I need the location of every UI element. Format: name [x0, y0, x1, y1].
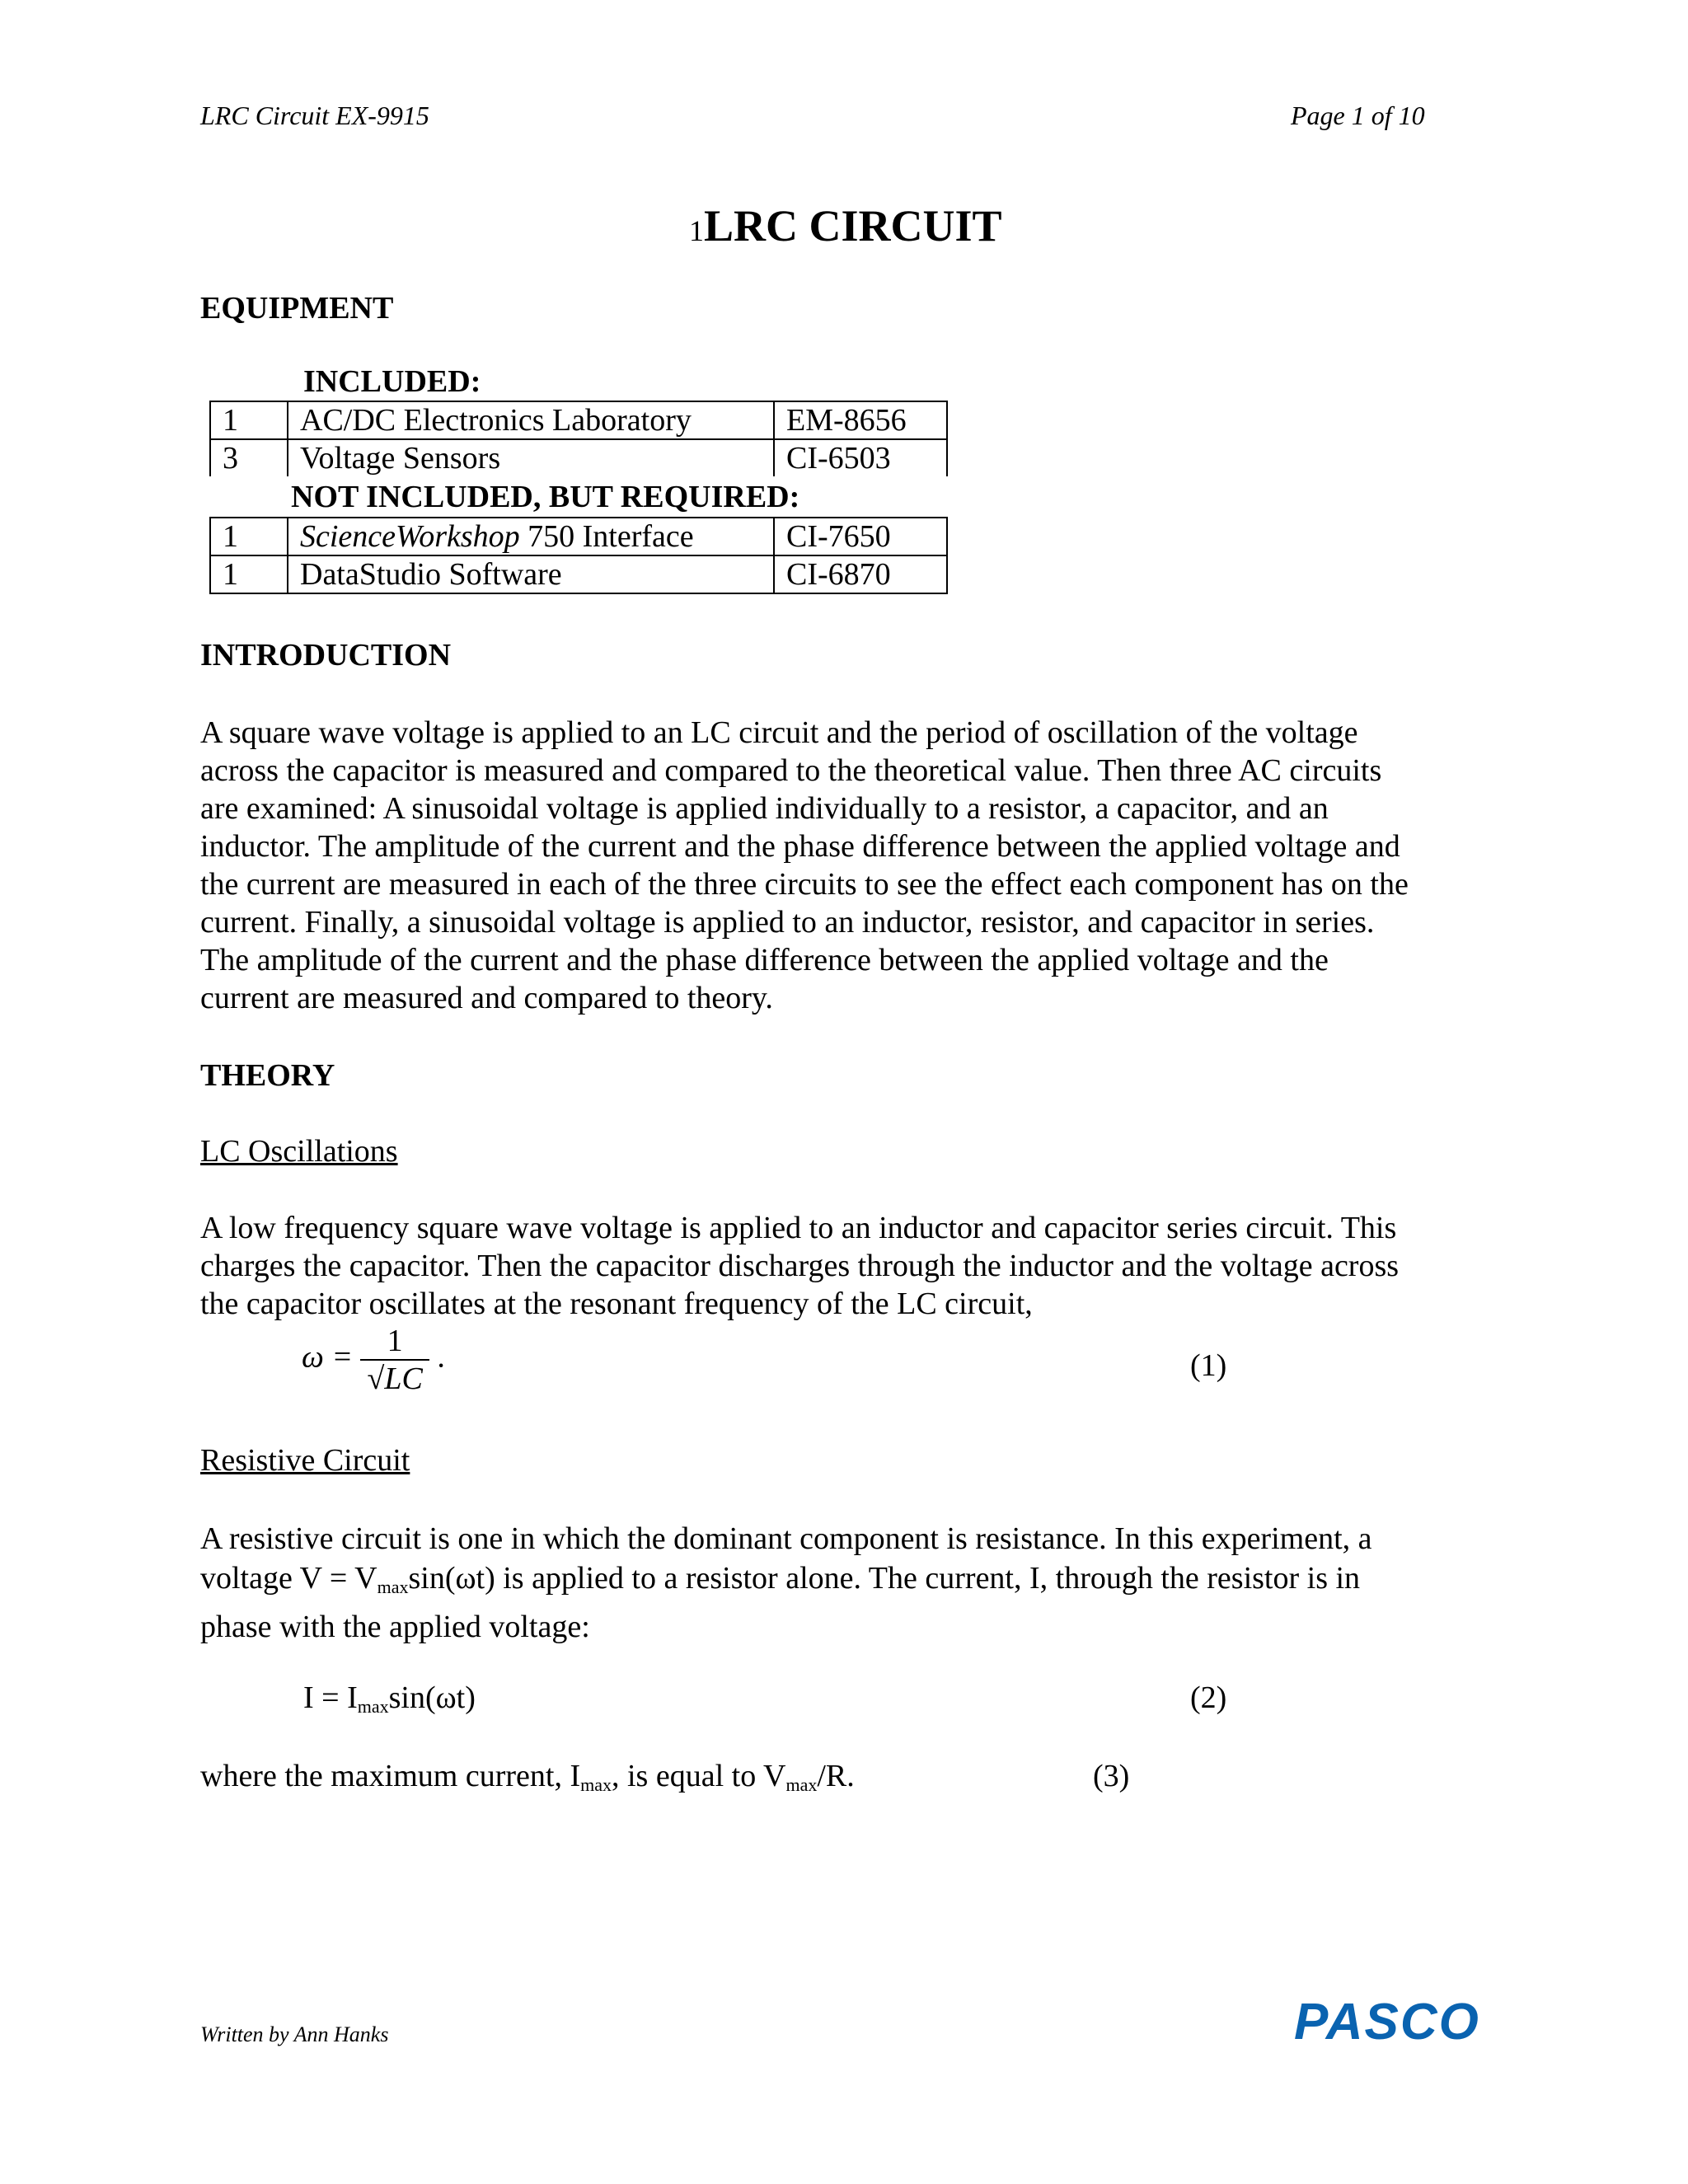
eq1-lhs: ω = — [302, 1339, 353, 1375]
description-cell — [288, 518, 774, 555]
resistive-paragraph — [200, 1519, 1552, 1647]
paragraph-line: across the capacitor is measured and compared to the theoretical value. Then three AC circuits — [200, 753, 1382, 788]
equation-2 — [303, 1680, 476, 1718]
page-title — [689, 200, 1002, 251]
lc-paragraph — [200, 1209, 1552, 1323]
equation-2-label: (2) — [1190, 1680, 1227, 1715]
table-row — [210, 439, 947, 476]
included-table — [209, 401, 948, 476]
paragraph-line: the capacitor oscillates at the resonant frequency of the LC circuit, — [200, 1286, 1033, 1321]
qty-cell: 1 — [210, 555, 288, 593]
equation-3-label: (3) — [1093, 1759, 1130, 1793]
code-cell: CI-6503 — [774, 439, 947, 476]
code-cell: CI-7650 — [774, 518, 947, 555]
paragraph-line: phase with the applied voltage: — [200, 1610, 590, 1644]
subscript: max — [377, 1577, 409, 1597]
lc-oscillations-subheading: LC Oscillations — [200, 1134, 398, 1169]
description-cell: DataStudio Software — [288, 555, 774, 593]
not-included-label: NOT INCLUDED, BUT REQUIRED: — [291, 480, 800, 514]
eq1-denominator: √LC — [360, 1359, 429, 1397]
header-doc-id: LRC Circuit EX-9915 — [200, 101, 429, 130]
paragraph-line — [200, 1558, 1552, 1607]
equipment-heading: EQUIPMENT — [200, 291, 394, 326]
table-row — [210, 518, 947, 555]
text-span: , is equal to V — [612, 1759, 786, 1793]
header-page-number: Page 1 of 10 — [1291, 101, 1425, 130]
where-line — [200, 1758, 855, 1796]
title-footnote-number: 1 — [689, 214, 704, 247]
introduction-paragraph — [200, 714, 1552, 1017]
text-span: voltage V = V — [200, 1561, 377, 1596]
table-row — [210, 401, 947, 439]
text-span: where the maximum current, I — [200, 1759, 581, 1793]
paragraph-line: current. Finally, a sinusoidal voltage is applied to an inductor, resistor, and capacitor in series. — [200, 905, 1375, 940]
paragraph-line: the current are measured in each of the three circuits to see the effect each component has on the — [200, 867, 1409, 902]
qty-cell: 3 — [210, 439, 288, 476]
theory-heading: THEORY — [200, 1058, 335, 1093]
paragraph-line: are examined: A sinusoidal voltage is applied individually to a resistor, a capacitor, and an — [200, 791, 1329, 826]
subscript: max — [785, 1774, 818, 1795]
equation-1-label: (1) — [1190, 1348, 1227, 1383]
eq1-tail: . — [437, 1339, 445, 1375]
introduction-heading: INTRODUCTION — [200, 638, 452, 673]
table-row — [210, 555, 947, 593]
paragraph-line: current are measured and compared to theory. — [200, 981, 773, 1015]
text-span: /R. — [817, 1759, 855, 1793]
paragraph-line: charges the capacitor. Then the capacitor discharges through the inductor and the voltage across — [200, 1249, 1400, 1283]
paragraph-line: A resistive circuit is one in which the dominant component is resistance. In this experiment, a — [200, 1521, 1372, 1556]
description-italic: ScienceWorkshop — [300, 519, 520, 554]
description-cell: Voltage Sensors — [288, 439, 774, 476]
not-included-table — [209, 517, 948, 594]
code-cell: CI-6870 — [774, 555, 947, 593]
footer-author: Written by Ann Hanks — [200, 2022, 389, 2046]
paragraph-line: A low frequency square wave voltage is applied to an inductor and capacitor series circuit. This — [200, 1211, 1397, 1245]
paragraph-line: inductor. The amplitude of the current and the phase difference between the applied voltage and — [200, 829, 1400, 864]
subscript: max — [580, 1774, 612, 1795]
qty-cell: 1 — [210, 401, 288, 439]
included-label: INCLUDED: — [303, 364, 481, 399]
qty-cell: 1 — [210, 518, 288, 555]
eq1-numerator: 1 — [387, 1324, 403, 1358]
paragraph-line: A square wave voltage is applied to an LC circuit and the period of oscillation of the voltage — [200, 715, 1358, 750]
eq1-fraction — [360, 1323, 429, 1397]
pasco-logo: PASCO — [1294, 1994, 1480, 2050]
description-text: 750 Interface — [519, 519, 694, 554]
text-span: I = I — [303, 1680, 358, 1715]
equation-1 — [302, 1323, 445, 1397]
code-cell: EM-8656 — [774, 401, 947, 439]
title-text: LRC CIRCUIT — [704, 201, 1002, 251]
paragraph-line: The amplitude of the current and the phase difference between the applied voltage and the — [200, 943, 1329, 977]
text-span: sin(ωt) is applied to a resistor alone. The current, I, through the resistor is in — [408, 1561, 1361, 1596]
resistive-circuit-subheading: Resistive Circuit — [200, 1443, 410, 1478]
description-cell: AC/DC Electronics Laboratory — [288, 401, 774, 439]
text-span: sin(ωt) — [388, 1680, 476, 1715]
subscript: max — [357, 1696, 389, 1717]
